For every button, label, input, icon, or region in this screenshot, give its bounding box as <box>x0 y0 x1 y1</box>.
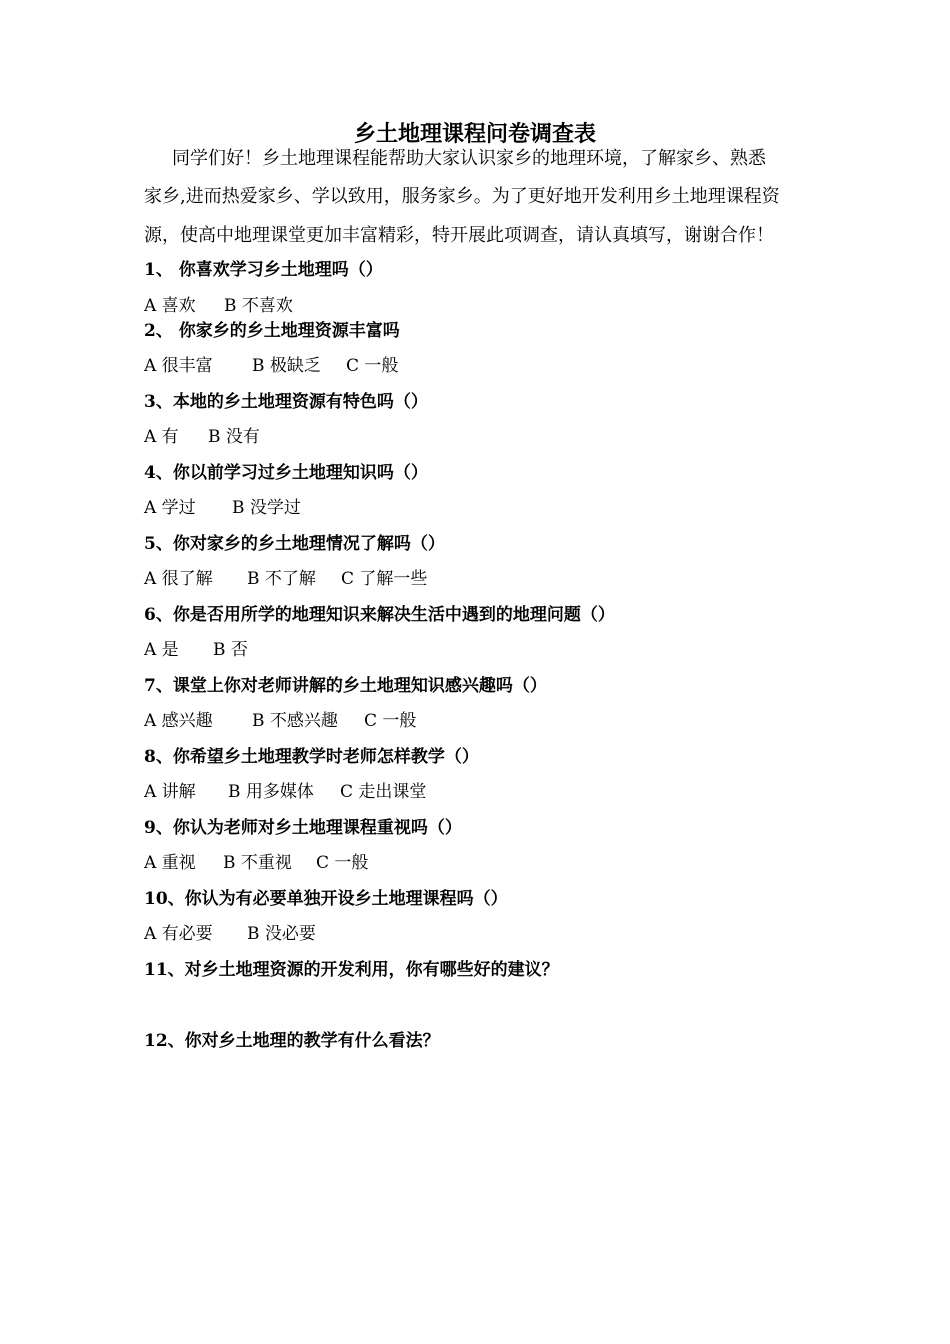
question-12: 12、你对乡土地理的教学有什么看法？ <box>144 1031 440 1051</box>
option: A 有必要 <box>144 924 213 944</box>
question-1-options <box>144 294 293 318</box>
question-2-options <box>144 354 398 378</box>
option: C 了解一些 <box>341 569 428 589</box>
question-11: 11、对乡土地理资源的开发利用，你有哪些好的建议？ <box>144 960 559 980</box>
question-1: 1、 你喜欢学习乡土地理吗（） <box>144 260 383 280</box>
question-6-options <box>144 638 248 662</box>
option: B 不重视 <box>223 853 292 873</box>
option: C 一般 <box>316 853 369 873</box>
question-10-options <box>144 922 316 946</box>
question-3: 3、本地的乡土地理资源有特色吗（） <box>144 392 428 412</box>
option: A 是 <box>144 640 179 660</box>
question-5: 5、你对家乡的乡土地理情况了解吗（） <box>144 534 445 554</box>
option: A 很了解 <box>144 569 213 589</box>
question-10: 10、你认为有必要单独开设乡土地理课程吗（） <box>144 889 508 909</box>
option: B 没有 <box>208 427 260 447</box>
option: A 喜欢 <box>144 296 196 316</box>
intro-line-3: 源，使高中地理课堂更加丰富精彩，特开展此项调查，请认真填写，谢谢合作！ <box>144 225 774 246</box>
intro-line-1: 同学们好！乡土地理课程能帮助大家认识家乡的地理环境，了解家乡、熟悉 <box>172 148 766 169</box>
option: B 否 <box>213 640 248 660</box>
question-9-options <box>144 851 368 875</box>
question-4-options <box>144 496 301 520</box>
page-title: 乡土地理课程问卷调查表 <box>353 121 596 147</box>
question-4: 4、你以前学习过乡土地理知识吗（） <box>144 463 428 483</box>
question-7-options <box>144 709 416 733</box>
option: A 很丰富 <box>144 356 213 376</box>
option: C 走出课堂 <box>340 782 427 802</box>
option: A 感兴趣 <box>144 711 213 731</box>
intro-line-2: 家乡,进而热爱家乡、学以致用，服务家乡。为了更好地开发利用乡土地理课程资 <box>144 186 780 207</box>
question-5-options <box>144 567 427 591</box>
question-9: 9、你认为老师对乡土地理课程重视吗（） <box>144 818 462 838</box>
option: B 没学过 <box>232 498 301 518</box>
option: B 不了解 <box>247 569 316 589</box>
option: C 一般 <box>346 356 399 376</box>
option: A 讲解 <box>144 782 196 802</box>
option: B 不喜欢 <box>224 296 293 316</box>
question-3-options <box>144 425 260 449</box>
question-6: 6、你是否用所学的地理知识来解决生活中遇到的地理问题（） <box>144 605 615 625</box>
option: A 学过 <box>144 498 196 518</box>
option: B 不感兴趣 <box>252 711 338 731</box>
option: C 一般 <box>364 711 417 731</box>
question-8-options <box>144 780 426 804</box>
option: B 没必要 <box>247 924 316 944</box>
option: A 重视 <box>144 853 196 873</box>
question-2: 2、 你家乡的乡土地理资源丰富吗 <box>144 321 400 341</box>
question-7: 7、课堂上你对老师讲解的乡土地理知识感兴趣吗（） <box>144 676 547 696</box>
option: A 有 <box>144 427 179 447</box>
option: B 极缺乏 <box>252 356 321 376</box>
question-8: 8、你希望乡土地理教学时老师怎样教学（） <box>144 747 479 767</box>
option: B 用多媒体 <box>228 782 314 802</box>
